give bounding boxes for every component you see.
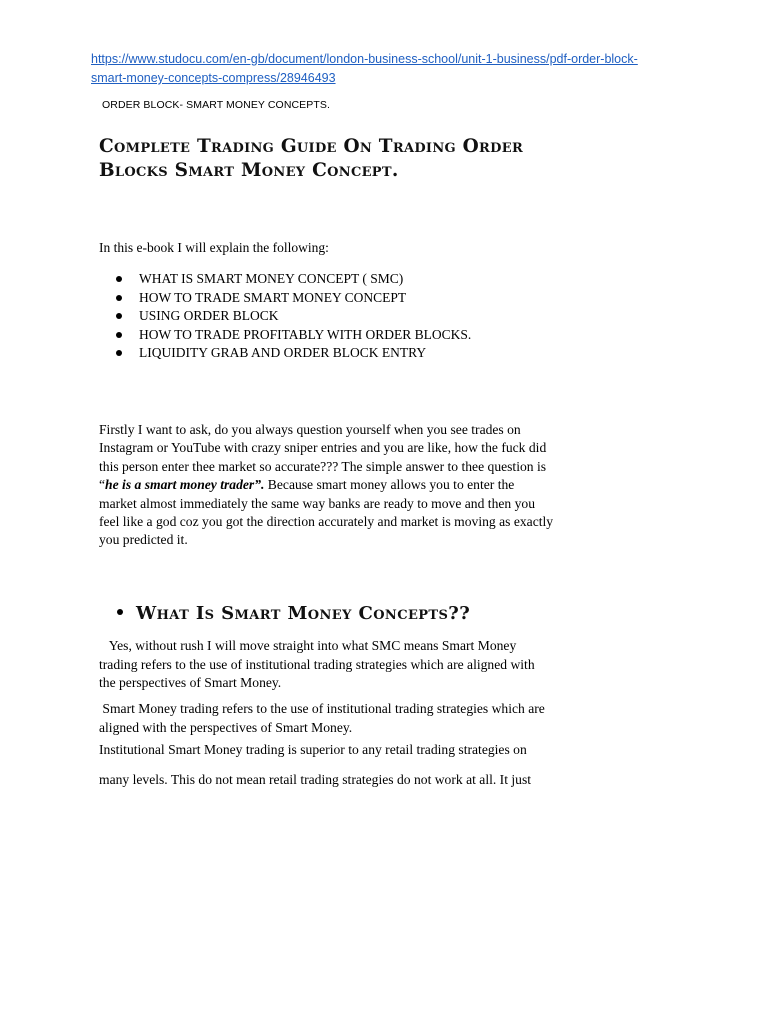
- bullet-icon: [116, 350, 122, 356]
- list-item-text: LIQUIDITY GRAB AND ORDER BLOCK ENTRY: [139, 345, 427, 361]
- paragraph-smc-definition: [99, 637, 639, 693]
- paragraph-line: trading refers to the use of institutional trading strategies which are aligned with: [99, 656, 535, 672]
- title-line-1: Complete Trading Guide On Trading Order: [99, 136, 524, 157]
- paragraph-line: Instagram or YouTube with crazy sniper entries and you are like, how the fuck did: [99, 440, 547, 456]
- title-line-2: Blocks Smart Money Concept.: [99, 160, 399, 181]
- document-label: ORDER BLOCK- SMART MONEY CONCEPTS.: [102, 99, 331, 111]
- emphasis-text: he is a smart money trader”.: [105, 477, 265, 493]
- paragraph-line: the perspectives of Smart Money.: [99, 675, 282, 691]
- list-item: [116, 289, 471, 308]
- section-heading: [117, 603, 470, 624]
- paragraph-line: [99, 476, 629, 494]
- source-link[interactable]: [91, 50, 691, 88]
- paragraph-intro-question: [99, 421, 629, 550]
- bullet-icon: [116, 276, 122, 282]
- paragraph-line: you predicted it.: [99, 532, 188, 548]
- document-title: [99, 135, 619, 183]
- bullet-icon: [116, 313, 122, 319]
- list-item: [116, 344, 471, 363]
- list-item-text: HOW TO TRADE SMART MONEY CONCEPT: [139, 289, 407, 305]
- paragraph-line: Smart Money trading refers to the use of institutional trading strategies which are: [99, 701, 545, 716]
- intro-text: In this e-book I will explain the following:: [99, 240, 329, 255]
- paragraph-line: Yes, without rush I will move straight into what SMC means Smart Money: [99, 638, 517, 653]
- topic-list: [116, 270, 471, 363]
- paragraph-line: market almost immediately the same way banks are ready to move and then you: [99, 495, 535, 511]
- bullet-icon: [116, 332, 122, 338]
- bullet-icon: [117, 609, 123, 615]
- section-heading-text: What Is Smart Money Concepts??: [136, 603, 471, 624]
- list-item-text: HOW TO TRADE PROFITABLY WITH ORDER BLOCKS.: [139, 326, 472, 342]
- source-link-line-1[interactable]: https://www.studocu.com/en-gb/document/london-business-school/unit-1-business/pdf-order-block-: [91, 52, 638, 66]
- paragraph-line: this person enter thee market so accurate??? The simple answer to thee question is: [99, 458, 547, 474]
- open-quote: “: [99, 477, 106, 493]
- list-item-text: USING ORDER BLOCK: [139, 308, 279, 324]
- paragraph-line: Institutional Smart Money trading is superior to any retail trading strategies on: [99, 742, 527, 757]
- source-link-line-2[interactable]: smart-money-concepts-compress/28946493: [91, 71, 336, 85]
- paragraph-retail: [99, 771, 639, 790]
- list-item: [116, 307, 471, 326]
- bullet-icon: [116, 295, 122, 301]
- paragraph-text: Because smart money allows you to enter the: [264, 477, 515, 493]
- list-item-text: WHAT IS SMART MONEY CONCEPT ( SMC): [139, 271, 404, 286]
- paragraph-smc-repeat: [99, 700, 639, 737]
- paragraph-institutional: [99, 741, 639, 760]
- paragraph-line: many levels. This do not mean retail trading strategies do not work at all. It just: [99, 772, 532, 787]
- paragraph-line: aligned with the perspectives of Smart Money.: [99, 719, 353, 735]
- paragraph-line: Firstly I want to ask, do you always question yourself when you see trades on: [99, 422, 521, 437]
- paragraph-line: feel like a god coz you got the direction accurately and market is moving as exactly: [99, 514, 554, 530]
- list-item: [116, 270, 471, 289]
- list-item: [116, 326, 471, 345]
